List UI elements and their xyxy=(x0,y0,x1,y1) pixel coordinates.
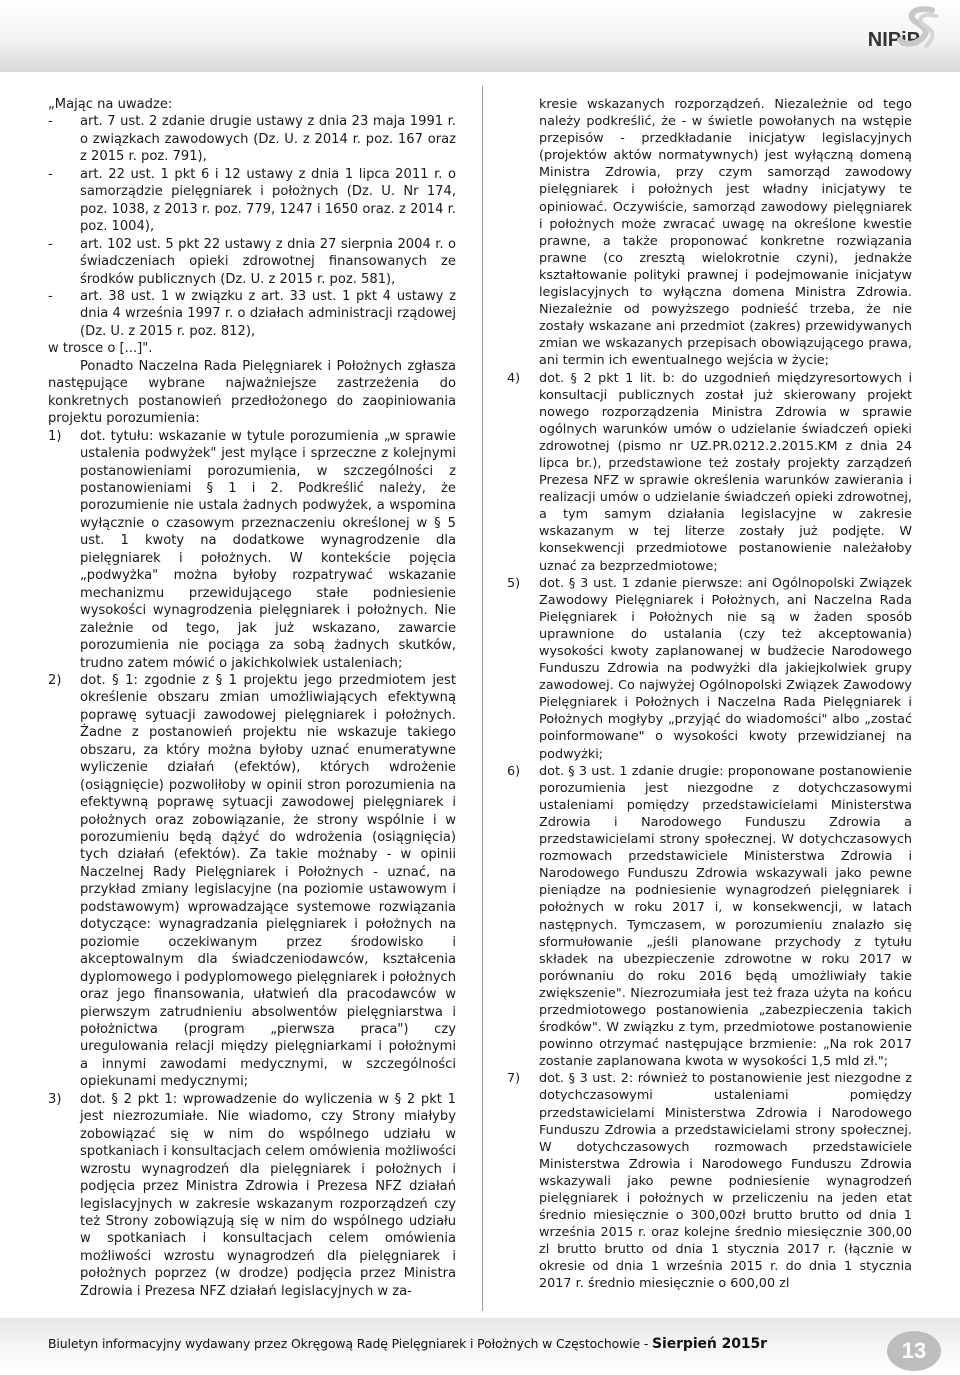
numbered-item: 1) dot. tytułu: wskazanie w tytule porozumienia „w sprawie ustalenia podwyżek" jest mylące i sprzeczne z kolejnymi postanowieniami porozumienia, w szczególności z postanowieniami § 1 i 2. Podkreślić należy, że porozumienie nie ustala żadnych podwyżek, a wspomina wyłącznie o czasowym przeznaczeniu określonej w § 5 ust. 1 kwoty na dodatkowe wynagrodzenie dla pielęgniarek i położnych. W kontekście pojęcia „podwyżka" można byłoby rozpatrywać wskazanie mechanizmu przewidującego stałe podniesienie wysokości wynagrodzenia pielęgniarek i położnych. Nie zależnie od tego, jak już wskazano, zawarcie porozumienia nie pociąga za sobą żadnych skutków, trudno zatem mówić o jakichkolwiek ustaleniach; xyxy=(48,428,456,671)
numbered-item: 4) dot. § 2 pkt 1 lit. b: do uzgodnień międzyresortowych i konsultacji publicznych został już skierowany projekt nowego rozporządzenia Ministra Zdrowia w sprawie ogólnych warunków umów o udzielanie świadczeń opieki zdrowotnej (pismo nr UZ.PR.0212.2.2015.KM z dnia 24 lipca br.), przedstawione też zostały projekty zarządzeń Prezesa NFZ w sprawie określenia warunków zawierania i realizacji umów o udzielanie świadczeń opieki zdrowotnej, a tym samym działania legislacyjne w zakresie wskazanym w tej literze zostały już podjęte. W konsekwencji przedmiotowe postanowienie należałoby uznać za bezprzedmiotowe; xyxy=(507,370,912,574)
continuation-paragraph: kresie wskazanych rozporządzeń. Niezależnie od tego należy podkreślić, że - w świetle powołanych na wstępie przepisów - przedkładanie inicjatyw legislacyjnych (projektów aktów normatywnych) jest wyłączną domeną Ministra Zdrowia, przy czym samorząd zawodowy pielęgniarek i położnych jest władny inicjatywy te opiniować. Oczywiście, samorząd zawodowy pielęgniarek i położnych może zwracać uwagę na określone kwestie prawne, a także proponować konkretne rozwiązania prawne (co zresztą wielokrotnie czyni), jednakże kształtowanie polityki prawnej i podejmowanie inicjatyw legislacyjnych to wyłączna domena Ministra Zdrowia. Niezależnie od powyższego podnieść trzeba, że nie zostały wskazane ani przedmiot (zakres) przewidywanych zmian we wskazanych przepisach obowiązującego prawa, ani termin ich ewentualnego wejścia w życie; xyxy=(539,97,912,369)
closing-line: w trosce o [...]". xyxy=(48,341,153,357)
numbered-item: 6) dot. § 3 ust. 1 zdanie drugie: proponowane postanowienie porozumienia jest niezgodne z dotychczasowymi ustaleniami pomiędzy przedstawicielami Ministerstwa Zdrowia i Narodowego Funduszu Zdrowia a przedstawicielami strony społecznej. W dotychczasowych rozmowach przedstawiciele Ministerstwa Zdrowia i Narodowego Funduszu Zdrowia wskazywali jako pewne pieniądze na podniesienie wynagrodzeń pielęgniarek i położnych w roku 2017 i, w konsekwencji, w latach następnych. Tymczasem, w porozumieniu znalazło się sformułowanie „jeśli planowane przychody z tytułu składek na ubezpieczenie zdrowotne w roku 2017 w porównaniu do roku 2016 będą umożliwiały takie zwiększenie". Niezrozumiała jest też fraza użyta na końcu przedmiotowego postanowienia „zabezpieczenia takich środków". W związku z tym, przedmiotowe postanowienie powinno otrzymać następujące brzmienie: „Na rok 2017 zostanie zaplanowana kwota w wysokości 1,5 mld zł."; xyxy=(507,763,912,1070)
list-item: - art. 7 ust. 2 zdanie drugie ustawy z dnia 23 maja 1991 r. o związkach zawodowych (Dz. U. z 2014 r. poz. 167 oraz z 2015 r. poz. 791), xyxy=(48,114,456,165)
numbered-item: 5) dot. § 3 ust. 1 zdanie pierwsze: ani Ogólnopolski Związek Zawodowy Pielęgniarek i Położnych, ani Naczelna Rada Pielęgniarek i Położnych nie są w żaden sposób uprawnione do ustalania (czy też akceptowania) wysokości kwoty zaplanowanej w budżecie Narodowego Funduszu Zdrowia na podwyżki dla jakiejkolwiek grupy zawodowej. Co najwyżej Ogólnopolski Związek Zawodowy Pielęgniarek i Położnych i Naczelna Rada Pielęgniarek i Położnych mogłyby „przyjąć do wiadomości" albo „zostać poinformowane" o wysokości kwoty przewidzianej na podwyżki; xyxy=(507,575,912,762)
brand-name: NIPiP xyxy=(867,29,920,51)
list-item: - art. 22 ust. 1 pkt 6 i 12 ustawy z dnia 1 lipca 2011 r. o samorządzie pielęgniarek i położnych (Dz. U. Nr 174, poz. 1038, z 2013 r. poz. 779, 1247 i 1650 oraz. z 2014 r. poz. 1004), xyxy=(48,166,456,235)
list-item: - art. 102 ust. 5 pkt 22 ustawy z dnia 27 sierpnia 2004 r. o świadczeniach opieki zdrowotnej finansowanych ze środków publicznych (Dz. U. z 2015 r. poz. 581), xyxy=(48,236,456,287)
footer-caption: Biuletyn informacyjny wydawany przez Okręgową Radę Pielęgniarek i Położnych w Częstochowie - Sierpień 2015r xyxy=(48,1336,767,1352)
intro-line: „Mając na uwadze: xyxy=(48,97,173,112)
issue-date: Sierpień 2015r xyxy=(652,1336,767,1352)
column-divider xyxy=(482,86,483,1311)
numbered-item: 3) dot. § 2 pkt 1: wprowadzenie do wyliczenia w § 2 pkt 1 jest niezrozumiałe. Nie wiadomo, czy Strony miałyby zobowiązać się w nim do wspólnego udziału w spotkaniach i konsultacjach celem omówienia możliwości wzrostu wynagrodzeń dla pielęgniarek i położnych i podjęcia przez Ministra Zdrowia i Prezesa NFZ działań legislacyjnych w zakresie wskazanym rozporządzeń czy też Strony zobowiązują się w nim do wspólnego udziału w spotkaniach i konsultacjach celem omówienia możliwości wzrostu wynagrodzeń dla pielęgniarek i położnych poprzez (w drodze) podjęcia przez Ministra Zdrowia i Prezesa NFZ działań legislacyjnych w za- xyxy=(48,1091,456,1299)
numbered-item: 2) dot. § 1: zgodnie z § 1 projektu jego przedmiotem jest określenie obszaru zmian umożliwiających efektywną poprawę sytuacji zawodowej pielęgniarek i położnych. Żadne z postanowień projektu nie wskazuje takiego obszaru, za który można byłoby uznać enumeratywne wyliczenie działań (efektów), których wdrożenie (osiągnięcie) pozwoliłoby w opinii stron porozumienia na efektywną poprawę sytuacji zawodowej pielęgniarek i położnych oraz zobowiązanie, że strony wspólnie i w porozumieniu będą dążyć do wdrożenia (osiągnięcia) tych działań (efektów). Za takie możnaby - w opinii Naczelnej Rady Pielęgniarek i Położnych - uznać, na przykład zmiany legislacyjne (na poziomie ustawowym i podstawowym) wprowadzające systemowe rozwiązania dotyczące: wynagradzania pielęgniarek i położnych na poziomie oczekiwanym przez środowisko i akceptowalnym dla świadczeniodawców, kształcenia dyplomowego i podyplomowego pielęgniarek i położnych oraz jego finansowania, ułatwień dla pracodawców w pierwszym zatrudnieniu absolwentów pielęgniarstwa i położnictwa (program „pierwsza praca") czy uregulowania relacji między pielęgniarkami i położnymi a innymi zawodami medycznymi, w szczególności opiekunami medycznymi; xyxy=(48,672,456,1090)
right-column xyxy=(507,96,912,1293)
list-item: - art. 38 ust. 1 w związku z art. 33 ust. 1 pkt 4 ustawy z dnia 4 września 1997 r. o działach administracji rządowej (Dz. U. z 2015 r. poz. 812), xyxy=(48,288,456,339)
page-number: 13 xyxy=(887,1331,941,1371)
left-column xyxy=(48,96,456,1300)
nipip-logo-icon xyxy=(892,2,948,58)
body-paragraph: Ponadto Naczelna Rada Pielęgniarek i Położnych zgłasza następujące wybrane najważniejsze zastrzeżenia do konkretnych postanowień przedłożonego do zaopiniowania projektu porozumienia: xyxy=(48,358,456,427)
numbered-item: 7) dot. § 3 ust. 2: również to postanowienie jest niezgodne z dotychczasowymi ustaleniami pomiędzy przedstawicielami Ministerstwa Zdrowia i Narodowego Funduszu Zdrowia a przedstawicielami strony społecznej. W dotychczasowych rozmowach przedstawiciele Ministerstwa Zdrowia i Narodowego Funduszu Zdrowia wskazywali jako pewne podniesienie wynagrodzeń pielęgniarek i położnych w przeliczeniu na jeden etat średnio miesięcznie o 300,00zł brutto brutto od dnia 1 września 2015 r. oraz kolejne średnio miesięcznie 300,00 zl brutto brutto od dnia 1 stycznia 2017 r. (łącznie w okresie od dnia 1 września 2015 r. do dnia 1 stycznia 2017 r. średnio miesięcznie o 600,00 zl xyxy=(507,1071,912,1292)
page-header xyxy=(0,0,960,72)
